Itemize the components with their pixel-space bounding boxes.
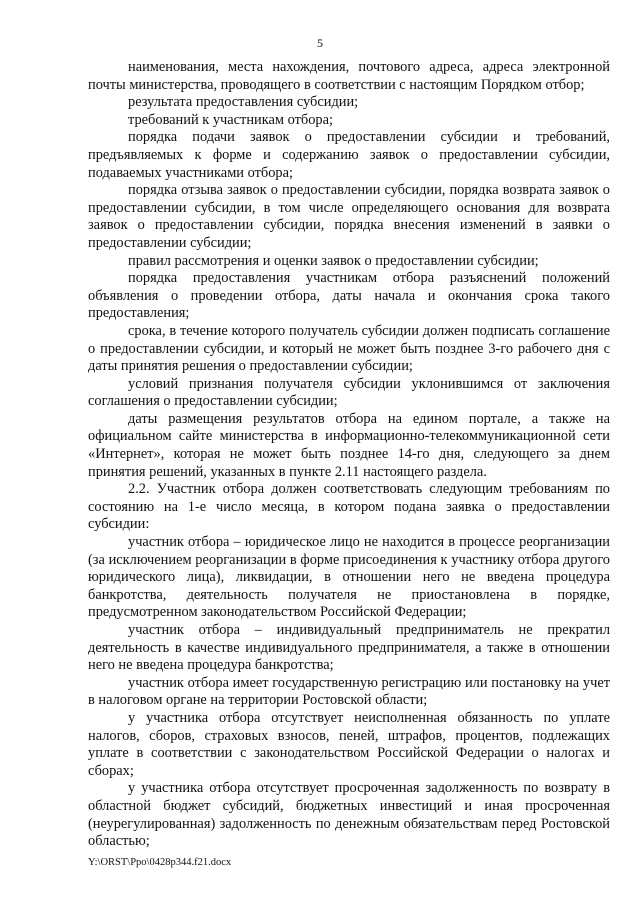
paragraph: порядка отзыва заявок о предоставлении субсидии, порядка возврата заявок о предоставлении субсидии, в том числе определяющего основания для возврата заявок о предоставлении субсидии, порядка внесения изменений в заявки о предоставлении субсидии; [88, 182, 610, 251]
paragraph: правил рассмотрения и оценки заявок о предоставлении субсидии; [128, 252, 539, 269]
paragraph: результата предоставления субсидии; [128, 94, 359, 111]
paragraph: у участника отбора отсутствует просроченная задолженность по возврату в областной бюджет субсидий, бюджетных инвестиций и иная просроченная (неурегулированная) задолженность по денежным обязательствам перед Ростовской областью; [88, 780, 610, 850]
paragraph: участник отбора – индивидуальный предприниматель не прекратил деятельность в качестве индивидуального предпринимателя, а также в отношении него не введена процедура банкротства; [88, 622, 610, 674]
paragraph: участник отбора – юридическое лицо не находится в процессе реорганизации (за исключением реорганизации в форме присоединения к участнику отбора другого юридического лица), ликвидации, в отношении него не введена процедура банкротства, деятельность получателя не приостановлена в порядке, предусмотренном законодательством Российской Федерации; [88, 534, 610, 621]
page-number: 5 [317, 36, 323, 50]
paragraph: даты размещения результатов отбора на едином портале, а также на официальном сайте министерства в информационно-телекоммуникационной сети «Интернет», которая не может быть позднее 14-го дня, следующего за днем принятия решений, указанных в пункте 2.11 настоящего раздела. [88, 410, 610, 480]
paragraph: требований к участникам отбора; [128, 111, 334, 128]
paragraph: порядка подачи заявок о предоставлении субсидии и требований, предъявляемых к форме и содержанию заявок о предоставлении субсидии, подаваемых участниками отбора; [88, 129, 610, 181]
paragraph: срока, в течение которого получатель субсидии должен подписать соглашение о предоставлении субсидии, и который не может быть позднее 3-го рабочего дня с даты принятия решения о предоставлении субсидии; [88, 322, 610, 375]
paragraph: наименования, места нахождения, почтового адреса, адреса электронной почты министерства, проводящего в соответствии с настоящим Порядком отбор; [88, 59, 610, 93]
paragraph: у участника отбора отсутствует неисполненная обязанность по уплате налогов, сборов, страховых взносов, пеней, штрафов, процентов, подлежащих уплате в соответствии с законодательством Российской Федерации о налогах и сборах; [88, 709, 610, 779]
paragraph: условий признания получателя субсидии уклонившимся от заключения соглашения о предоставлении субсидии; [88, 375, 610, 410]
footer-file-path: Y:\ORST\Ppo\0428p344.f21.docx [88, 857, 232, 868]
section-paragraph-2-2: 2.2. Участник отбора должен соответствовать следующим требованиям по состоянию на 1-е число месяца, в котором подана заявка о предоставлении субсидии: [88, 481, 610, 533]
paragraph: участник отбора имеет государственную регистрацию или постановку на учет в налоговом органе на территории Ростовской области; [88, 674, 610, 709]
paragraph: порядка предоставления участникам отбора разъяснений положений объявления о проведении отбора, даты начала и окончания срока такого предоставления; [88, 270, 610, 322]
document-body [88, 59, 610, 851]
